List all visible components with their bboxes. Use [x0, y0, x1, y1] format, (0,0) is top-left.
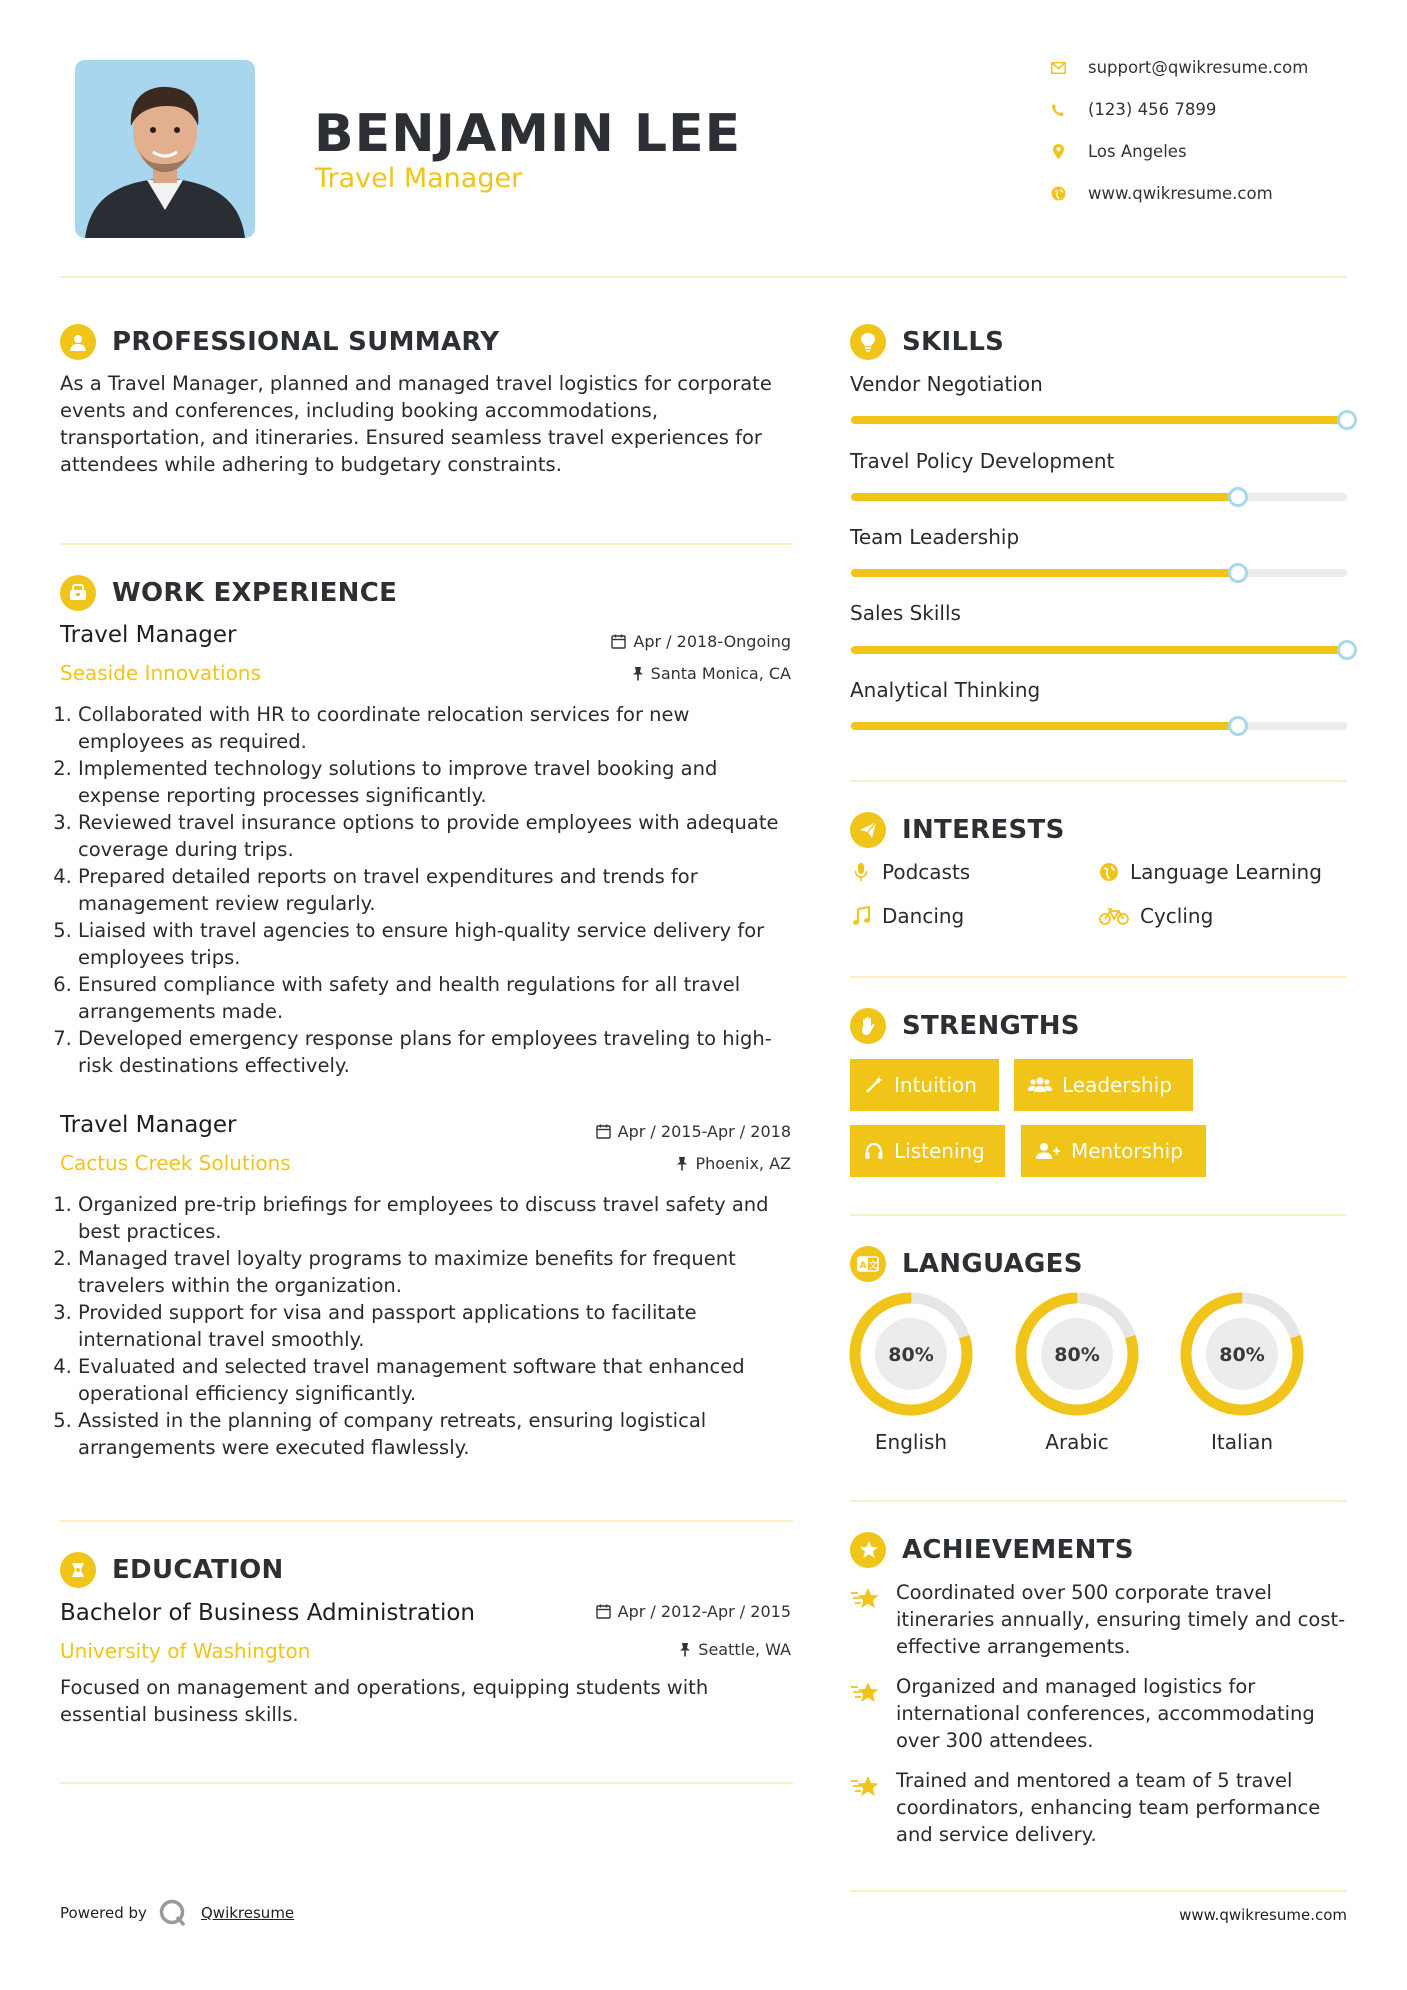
- contact-phone[interactable]: [1050, 100, 1216, 119]
- strength-label: Listening: [894, 1139, 985, 1163]
- skill-bar: [851, 722, 1347, 730]
- graduation-icon: [60, 1552, 96, 1588]
- skill-bar-knob[interactable]: [1337, 640, 1357, 660]
- job-1-dates: [470, 632, 791, 651]
- strength-label: Leadership: [1062, 1073, 1172, 1097]
- pushpin-icon: [676, 1156, 688, 1171]
- lightbulb-icon: [850, 324, 886, 360]
- job-1-dates-text: Apr / 2018-Ongoing: [633, 632, 791, 651]
- skill-name: Vendor Negotiation: [850, 372, 1043, 396]
- skill-bar: [851, 416, 1347, 424]
- language-percent: 80%: [1219, 1344, 1265, 1366]
- skill-bar-knob[interactable]: [1228, 563, 1248, 583]
- globe-icon: [1050, 186, 1066, 202]
- website-text: www.qwikresume.com: [1088, 184, 1273, 203]
- briefcase-icon: [60, 575, 96, 611]
- skill-bar: [851, 646, 1347, 654]
- strength-tag: [850, 1059, 999, 1111]
- skills-divider: [850, 780, 1347, 782]
- job-2-title: Travel Manager: [60, 1112, 237, 1138]
- interests-divider: [850, 976, 1347, 978]
- list-item: 3. Reviewed travel insurance options to provide employees with adequate coverage during trips.: [78, 809, 791, 863]
- skill-bar-fill: [851, 722, 1238, 730]
- education-degree: Bachelor of Business Administration: [60, 1600, 475, 1626]
- summary-text: As a Travel Manager, planned and managed travel logistics for corporate events and conferences, including booking accommodations, transportation, and itineraries. Ensured seamless travel experiences for attendees while adhering to budgetary constraints.: [60, 372, 772, 476]
- candidate-title: Travel Manager: [315, 163, 523, 194]
- list-item: 4. Evaluated and selected travel management software that enhanced operational efficiency significantly.: [78, 1353, 791, 1407]
- job-2-location-text: Phoenix, AZ: [695, 1154, 791, 1173]
- interests-heading: [850, 812, 1065, 848]
- hand-icon: [850, 1008, 886, 1044]
- achievement-item: Trained and mentored a team of 5 travel coordinators, enhancing team performance and service delivery.: [896, 1769, 1321, 1846]
- skill-bar-fill: [851, 569, 1238, 577]
- summary-divider: [60, 543, 793, 545]
- education-divider: [60, 1782, 793, 1784]
- pushpin-icon: [679, 1642, 691, 1657]
- summary-heading-label: PROFESSIONAL SUMMARY: [112, 327, 500, 357]
- paper-plane-icon: [850, 812, 886, 848]
- languages-divider: [850, 1500, 1347, 1502]
- skill-name: Team Leadership: [850, 525, 1020, 549]
- avatar-illustration: [75, 60, 255, 238]
- languages-heading: [850, 1246, 1083, 1282]
- experience-heading: [60, 575, 397, 611]
- contact-location: [1050, 142, 1187, 161]
- skill-bar-knob[interactable]: [1228, 716, 1248, 736]
- interests-heading-label: INTERESTS: [902, 815, 1065, 845]
- strengths-heading: [850, 1008, 1080, 1044]
- calendar-icon: [611, 634, 626, 649]
- achievement-item: Organized and managed logistics for international conferences, accommodating over 300 attendees.: [896, 1675, 1315, 1752]
- language-ring: [1015, 1292, 1139, 1416]
- job-1-title: Travel Manager: [60, 622, 237, 648]
- email-icon: [1050, 60, 1066, 76]
- language-ring-chart: [849, 1292, 973, 1416]
- contact-website[interactable]: [1050, 184, 1273, 203]
- education-heading-label: EDUCATION: [112, 1555, 284, 1585]
- skill-name: Travel Policy Development: [850, 449, 1115, 473]
- job-2-dates: [470, 1122, 791, 1141]
- list-item: 2. Managed travel loyalty programs to maximize benefits for frequent travelers within the organization.: [78, 1245, 791, 1299]
- calendar-icon: [596, 1124, 611, 1139]
- profile-photo: [75, 60, 255, 238]
- bicycle-icon: [1098, 906, 1130, 926]
- language-name: English: [874, 1430, 948, 1454]
- job-1-location: [470, 664, 791, 683]
- interest-label: Cycling: [1140, 904, 1214, 928]
- job-2-dates-text: Apr / 2015-Apr / 2018: [617, 1122, 791, 1141]
- music-note-icon: [850, 906, 872, 926]
- skill-bar: [851, 493, 1347, 501]
- powered-by-text: Powered by: [60, 1904, 147, 1922]
- interest-item: [850, 904, 964, 928]
- location-text: Los Angeles: [1088, 142, 1187, 161]
- skills-heading: [850, 324, 1004, 360]
- list-item: 3. Provided support for visa and passport applications to facilitate international travel smoothly.: [78, 1299, 791, 1353]
- interest-label: Language Learning: [1130, 860, 1322, 884]
- language-percent: 80%: [888, 1344, 934, 1366]
- strength-tag: [850, 1125, 1005, 1177]
- list-item: 5. Assisted in the planning of company retreats, ensuring logistical arrangements were executed flawlessly.: [78, 1407, 791, 1461]
- list-item: 5. Liaised with travel agencies to ensure high-quality service delivery for employees trips.: [78, 917, 791, 971]
- language-ring-chart: [1015, 1292, 1139, 1416]
- trophy-star-icon: [850, 1532, 886, 1568]
- education-location: [470, 1640, 791, 1659]
- language-ring-chart: [1180, 1292, 1304, 1416]
- strengths-divider: [850, 1214, 1347, 1216]
- language-icon: [850, 1246, 886, 1282]
- languages-heading-label: LANGUAGES: [902, 1249, 1083, 1279]
- list-item: 7. Developed emergency response plans for employees traveling to high-risk destinations effectively.: [78, 1025, 791, 1079]
- skill-bar-fill: [851, 416, 1347, 424]
- skill-bar-fill: [851, 646, 1347, 654]
- interest-item: [1098, 860, 1322, 884]
- skill-bar-knob[interactable]: [1228, 487, 1248, 507]
- strength-label: Intuition: [894, 1073, 977, 1097]
- star-icon: [850, 1774, 882, 1802]
- map-pin-icon: [1050, 144, 1066, 160]
- skill-name: Analytical Thinking: [850, 678, 1041, 702]
- education-dates-text: Apr / 2012-Apr / 2015: [617, 1602, 791, 1621]
- skills-heading-label: SKILLS: [902, 327, 1005, 357]
- star-icon: [850, 1680, 882, 1708]
- interest-label: Podcasts: [882, 860, 971, 884]
- users-icon: [1028, 1075, 1052, 1095]
- education-dates: [470, 1602, 791, 1621]
- achievements-heading-label: ACHIEVEMENTS: [902, 1535, 1134, 1565]
- strength-tag: [1021, 1125, 1206, 1177]
- email-text: support@qwikresume.com: [1088, 58, 1309, 77]
- calendar-icon: [596, 1604, 611, 1619]
- language-percent: 80%: [1054, 1344, 1100, 1366]
- achievement-item: Coordinated over 500 corporate travel itineraries annually, ensuring timely and cost-effective arrangements.: [896, 1581, 1346, 1658]
- qwikresume-logo-icon: [158, 1898, 188, 1932]
- language-name: Arabic: [1045, 1430, 1109, 1454]
- language-ring: [849, 1292, 973, 1416]
- language-name: Italian: [1210, 1430, 1274, 1454]
- interest-item: [1098, 904, 1213, 928]
- list-item: 1. Collaborated with HR to coordinate relocation services for new employees as required.: [78, 701, 791, 755]
- strength-tag: [1014, 1059, 1193, 1111]
- footer-website-link[interactable]: www.qwikresume.com: [1179, 1906, 1347, 1924]
- job-2-bullets: [59, 1191, 791, 1461]
- summary-heading: [60, 324, 499, 360]
- user-icon: [60, 324, 96, 360]
- strengths-heading-label: STRENGTHS: [902, 1011, 1080, 1041]
- header-divider: [60, 276, 1347, 278]
- interest-label: Dancing: [882, 904, 965, 928]
- education-text: Focused on management and operations, equipping students with essential business skills.: [60, 1676, 709, 1726]
- pushpin-icon: [632, 666, 644, 681]
- job-1-location-text: Santa Monica, CA: [650, 664, 791, 683]
- experience-heading-label: WORK EXPERIENCE: [112, 578, 398, 608]
- list-item: 6. Ensured compliance with safety and health regulations for all travel arrangements made.: [78, 971, 791, 1025]
- interest-item: [850, 860, 970, 884]
- skill-bar-knob[interactable]: [1337, 410, 1357, 430]
- skill-name: Sales Skills: [850, 601, 961, 625]
- job-2-location: [470, 1154, 791, 1173]
- skill-bar: [851, 569, 1347, 577]
- skill-bar-fill: [851, 493, 1238, 501]
- strength-label: Mentorship: [1071, 1139, 1183, 1163]
- svg-text:A: A: [859, 1261, 867, 1271]
- job-1-company: Seaside Innovations: [60, 661, 261, 685]
- qwikresume-link[interactable]: Qwikresume: [201, 1904, 295, 1922]
- list-item: 4. Prepared detailed reports on travel expenditures and trends for management review regularly.: [78, 863, 791, 917]
- phone-text: (123) 456 7899: [1088, 100, 1217, 119]
- microphone-icon: [850, 862, 872, 882]
- education-heading: [60, 1552, 284, 1588]
- job-2-company: Cactus Creek Solutions: [60, 1151, 291, 1175]
- contact-email[interactable]: [1050, 58, 1308, 77]
- experience-divider: [60, 1520, 793, 1522]
- star-icon: [850, 1586, 882, 1614]
- achievements-divider: [850, 1890, 1347, 1892]
- globe-icon: [1098, 862, 1120, 882]
- magic-wand-icon: [864, 1075, 884, 1095]
- achievements-heading: [850, 1532, 1134, 1568]
- svg-text:文: 文: [868, 1261, 878, 1271]
- list-item: 2. Implemented technology solutions to improve travel booking and expense reporting processes significantly.: [78, 755, 791, 809]
- phone-icon: [1050, 102, 1066, 118]
- education-school: University of Washington: [60, 1639, 311, 1663]
- list-item: 1. Organized pre-trip briefings for employees to discuss travel safety and best practices.: [78, 1191, 791, 1245]
- candidate-name: BENJAMIN LEE: [314, 104, 742, 164]
- job-1-bullets: [59, 701, 791, 1079]
- language-ring: [1180, 1292, 1304, 1416]
- education-location-text: Seattle, WA: [698, 1640, 791, 1659]
- user-plus-icon: [1035, 1141, 1061, 1161]
- headphones-icon: [864, 1141, 884, 1161]
